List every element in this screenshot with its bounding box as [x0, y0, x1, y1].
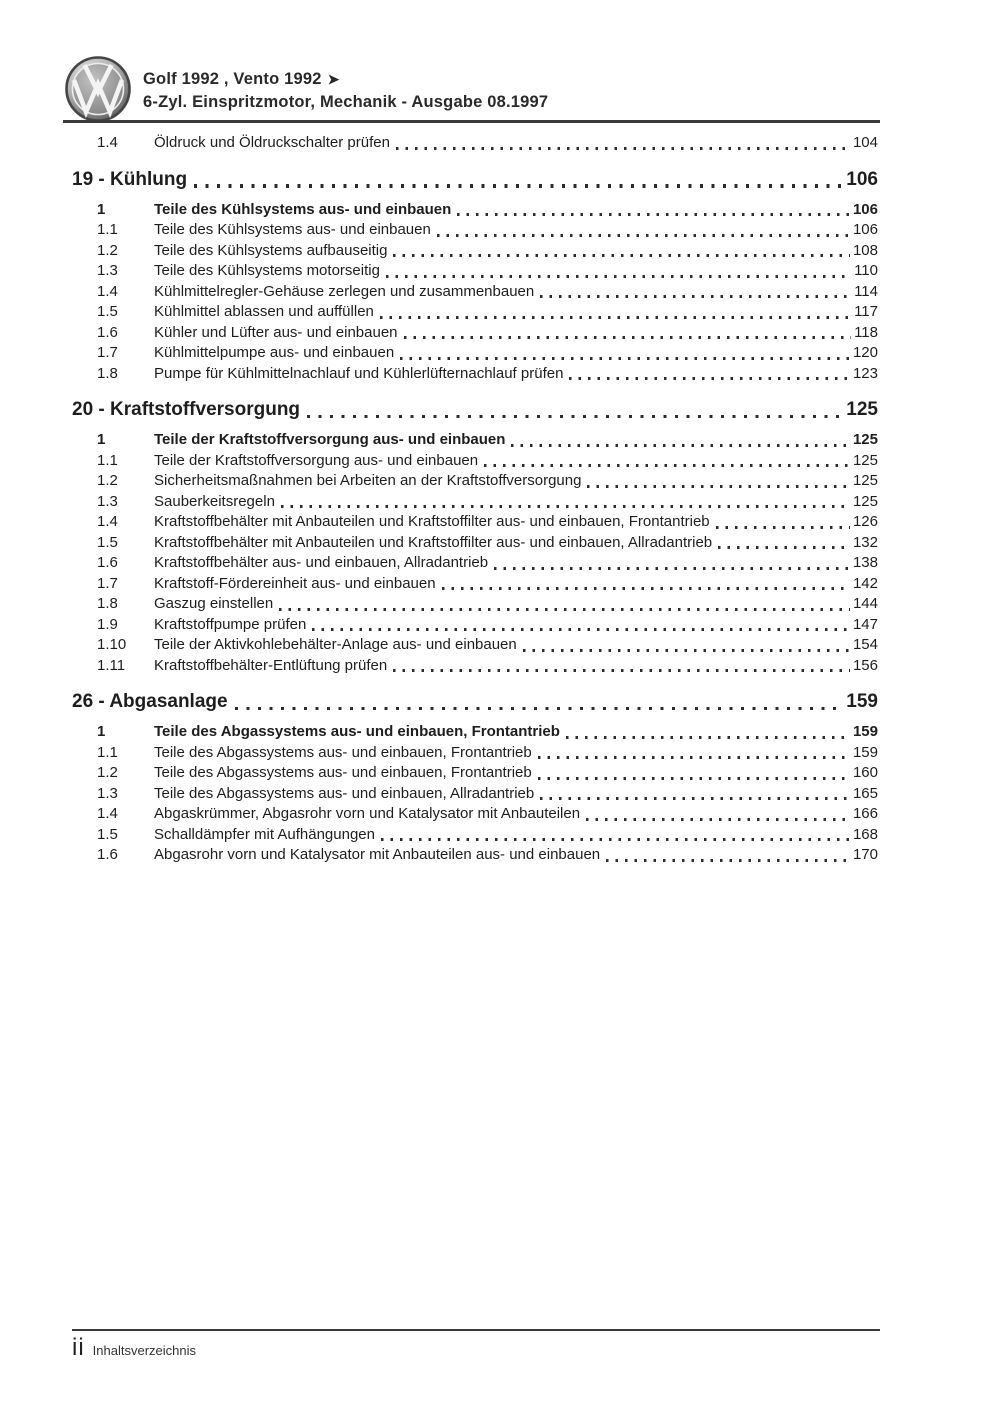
entry-page-number: 110	[854, 262, 878, 279]
entry-number: 1.4	[97, 134, 118, 151]
entry-page-number: 159	[852, 723, 878, 740]
entry-page-number: 118	[854, 323, 878, 341]
entry-page-number: 156	[852, 656, 878, 674]
entry-page-number: 166	[852, 805, 878, 822]
entry-title: Kraftstoffbehälter mit Anbauteilen und Kraftstoffilter aus- und einbauen, Allradantrieb	[154, 533, 713, 551]
dot-leader	[442, 587, 850, 590]
header-subtitle: 6-Zyl. Einspritzmotor, Mechanik - Ausgabe 08.1997	[143, 93, 549, 111]
dot-leader	[511, 444, 850, 447]
dot-leader	[538, 756, 850, 759]
entry-page-number: 104	[852, 134, 878, 151]
dot-leader	[381, 838, 850, 841]
entry-page-number: 125	[852, 492, 878, 510]
toc-entry	[63, 594, 880, 615]
dot-leader	[540, 295, 851, 298]
toc-entry	[63, 784, 880, 805]
footer-label: Inhaltsverzeichnis	[92, 1343, 196, 1358]
entry-page-number: 142	[852, 574, 878, 592]
dot-leader	[523, 649, 850, 652]
dot-leader	[494, 567, 850, 570]
entry-number: 1.1	[97, 221, 118, 238]
toc-entry	[63, 343, 880, 364]
dot-leader	[566, 736, 850, 739]
entry-title: Öldruck und Öldruckschalter prüfen	[154, 134, 390, 151]
toc-section-heading	[63, 167, 880, 193]
entry-title: Teile des Abgassystems aus- und einbauen, Frontantrieb	[154, 764, 532, 781]
entry-title: Abgasrohr vorn und Katalysator mit Anbauteilen aus- und einbauen	[154, 846, 601, 863]
dot-leader	[312, 628, 850, 631]
toc-entry	[63, 471, 880, 492]
page-footer	[72, 1334, 196, 1362]
entry-number: 1.2	[97, 472, 118, 489]
entry-number: 1.3	[97, 784, 118, 802]
dot-leader	[484, 464, 850, 467]
dot-leader	[538, 777, 850, 780]
entry-number: 1	[97, 431, 106, 448]
entry-title: Sicherheitsmaßnahmen bei Arbeiten an der Kraftstoffversorgung	[154, 472, 582, 489]
toc-entry	[63, 656, 880, 677]
footer-divider	[72, 1329, 880, 1331]
entry-page-number: 138	[852, 554, 878, 571]
entry-number: 1.3	[97, 492, 118, 510]
entry-page-number: 170	[852, 846, 878, 863]
toc-entry	[63, 635, 880, 656]
entry-title: Schalldämpfer mit Aufhängungen	[154, 825, 375, 843]
entry-number: 1.5	[97, 533, 118, 551]
entry-number: 1	[97, 723, 106, 740]
toc-entry	[63, 492, 880, 513]
entry-number: 1.1	[97, 743, 118, 761]
toc-entry	[63, 574, 880, 595]
toc-entry	[63, 133, 880, 154]
dot-leader	[393, 669, 850, 672]
entry-page-number: 165	[852, 784, 878, 802]
page-header	[62, 55, 548, 123]
entry-title: Teile des Abgassystems aus- und einbauen, Frontantrieb	[154, 743, 532, 761]
entry-title: Teile des Kühlsystems aus- und einbauen	[154, 221, 431, 238]
entry-number: 1.5	[97, 303, 118, 320]
entry-page-number: 120	[852, 344, 878, 361]
dot-leader	[586, 818, 850, 821]
entry-number: 1.4	[97, 282, 118, 300]
right-arrowhead-icon: ➤	[327, 71, 340, 87]
section-page-number: 125	[846, 399, 878, 420]
entry-page-number: 126	[852, 513, 878, 530]
header-model-text: Golf 1992 , Vento 1992	[143, 70, 322, 88]
entry-title: Kühlmittelregler-Gehäuse zerlegen und zusammenbauen	[154, 282, 535, 300]
toc-entry	[63, 743, 880, 764]
entry-page-number: 114	[854, 282, 878, 300]
section-heading-title: 19 - Kühlung	[72, 168, 188, 190]
dot-leader	[437, 234, 850, 237]
entry-title: Kraftstoffbehälter-Entlüftung prüfen	[154, 656, 388, 674]
toc-entry	[63, 763, 880, 784]
dot-leader	[540, 797, 850, 800]
header-divider	[63, 120, 880, 123]
entry-title: Kühler und Lüfter aus- und einbauen	[154, 323, 398, 341]
dot-leader	[587, 485, 850, 488]
entry-title: Abgaskrümmer, Abgasrohr vorn und Katalysator mit Anbauteilen	[154, 805, 581, 822]
entry-title: Teile der Kraftstoffversorgung aus- und einbauen	[154, 451, 479, 469]
entry-number: 1.7	[97, 574, 118, 592]
header-model-line	[143, 68, 548, 91]
dot-leader	[606, 859, 850, 862]
toc-entry	[63, 804, 880, 825]
entry-page-number: 144	[852, 595, 878, 612]
entry-title: Sauberkeitsregeln	[154, 492, 275, 510]
entry-title: Kraftstoffpumpe prüfen	[154, 615, 307, 633]
toc-entry	[63, 553, 880, 574]
entry-page-number: 154	[852, 636, 878, 653]
entry-number: 1.6	[97, 323, 118, 341]
entry-number: 1	[97, 200, 106, 218]
entry-title: Teile des Abgassystems aus- und einbauen, Allradantrieb	[154, 784, 535, 802]
entry-title: Teile des Kühlsystems motorseitig	[154, 262, 380, 279]
dot-leader	[194, 184, 843, 187]
entry-number: 1.2	[97, 764, 118, 781]
entry-title: Teile der Kraftstoffversorgung aus- und einbauen	[154, 431, 506, 448]
entry-number: 1.4	[97, 805, 118, 822]
toc-entry	[63, 430, 880, 451]
entry-page-number: 123	[852, 364, 878, 382]
dot-leader	[235, 707, 844, 710]
entry-number: 1.6	[97, 554, 118, 571]
entry-title: Gaszug einstellen	[154, 595, 274, 612]
table-of-contents	[63, 133, 880, 866]
entry-number: 1.5	[97, 825, 118, 843]
vw-logo-icon	[62, 55, 134, 123]
toc-entry	[63, 722, 880, 743]
entry-title: Kühlmittel ablassen und auffüllen	[154, 303, 374, 320]
entry-page-number: 106	[852, 200, 878, 218]
dot-leader	[396, 147, 850, 150]
toc-entry	[63, 825, 880, 846]
entry-title: Pumpe für Kühlmittelnachlauf und Kühlerlüfternachlauf prüfen	[154, 364, 564, 382]
entry-number: 1.1	[97, 451, 118, 469]
footer-page-number: ii	[72, 1334, 85, 1361]
entry-title: Teile des Abgassystems aus- und einbauen, Frontantrieb	[154, 723, 560, 740]
entry-number: 1.2	[97, 241, 118, 259]
section-heading-title: 20 - Kraftstoffversorgung	[72, 399, 301, 420]
dot-leader	[716, 526, 850, 529]
entry-page-number: 106	[852, 221, 878, 238]
entry-title: Kraftstoffbehälter aus- und einbauen, Allradantrieb	[154, 554, 489, 571]
entry-number: 1.9	[97, 615, 118, 633]
dot-leader	[400, 357, 850, 360]
dot-leader	[386, 275, 851, 278]
dot-leader	[457, 213, 850, 216]
entry-title: Kühlmittelpumpe aus- und einbauen	[154, 344, 395, 361]
toc-entry	[63, 533, 880, 554]
toc-section-heading	[63, 397, 880, 423]
entry-title: Teile der Aktivkohlebehälter-Anlage aus- und einbauen	[154, 636, 517, 653]
toc-entry	[63, 241, 880, 262]
toc-entry	[63, 302, 880, 323]
toc-entry	[63, 845, 880, 866]
toc-entry	[63, 615, 880, 636]
dot-leader	[281, 505, 850, 508]
section-page-number: 159	[846, 691, 878, 712]
dot-leader	[279, 608, 850, 611]
entry-number: 1.6	[97, 846, 118, 863]
toc-entry	[63, 364, 880, 385]
entry-page-number: 168	[852, 825, 878, 843]
entry-page-number: 160	[852, 764, 878, 781]
dot-leader	[569, 377, 850, 380]
entry-page-number: 125	[852, 451, 878, 469]
entry-title: Kraftstoffbehälter mit Anbauteilen und Kraftstoffilter aus- und einbauen, Frontantrieb	[154, 513, 710, 530]
section-heading-title: 26 - Abgasanlage	[72, 691, 228, 712]
entry-number: 1.3	[97, 262, 118, 279]
dot-leader	[307, 415, 843, 418]
entry-number: 1.10	[97, 636, 127, 653]
entry-number: 1.8	[97, 595, 118, 612]
toc-entry	[63, 200, 880, 221]
entry-page-number: 117	[854, 303, 878, 320]
entry-page-number: 125	[852, 431, 878, 448]
entry-page-number: 125	[852, 472, 878, 489]
entry-page-number: 108	[852, 241, 878, 259]
entry-page-number: 159	[852, 743, 878, 761]
dot-leader	[404, 336, 852, 339]
entry-title: Teile des Kühlsystems aufbauseitig	[154, 241, 388, 259]
entry-page-number: 132	[852, 533, 878, 551]
dot-leader	[718, 546, 850, 549]
toc-section-heading	[63, 689, 880, 715]
entry-title: Teile des Kühlsystems aus- und einbauen	[154, 200, 452, 218]
entry-page-number: 147	[852, 615, 878, 633]
entry-number: 1.8	[97, 364, 118, 382]
section-page-number: 106	[846, 168, 878, 190]
dot-leader	[393, 254, 850, 257]
toc-entry	[63, 512, 880, 533]
toc-entry	[63, 323, 880, 344]
entry-number: 1.11	[97, 656, 126, 674]
toc-entry	[63, 261, 880, 282]
entry-number: 1.4	[97, 513, 118, 530]
dot-leader	[380, 316, 851, 319]
toc-entry	[63, 451, 880, 472]
entry-title: Kraftstoff-Fördereinheit aus- und einbauen	[154, 574, 436, 592]
toc-entry	[63, 220, 880, 241]
entry-number: 1.7	[97, 344, 118, 361]
toc-entry	[63, 282, 880, 303]
